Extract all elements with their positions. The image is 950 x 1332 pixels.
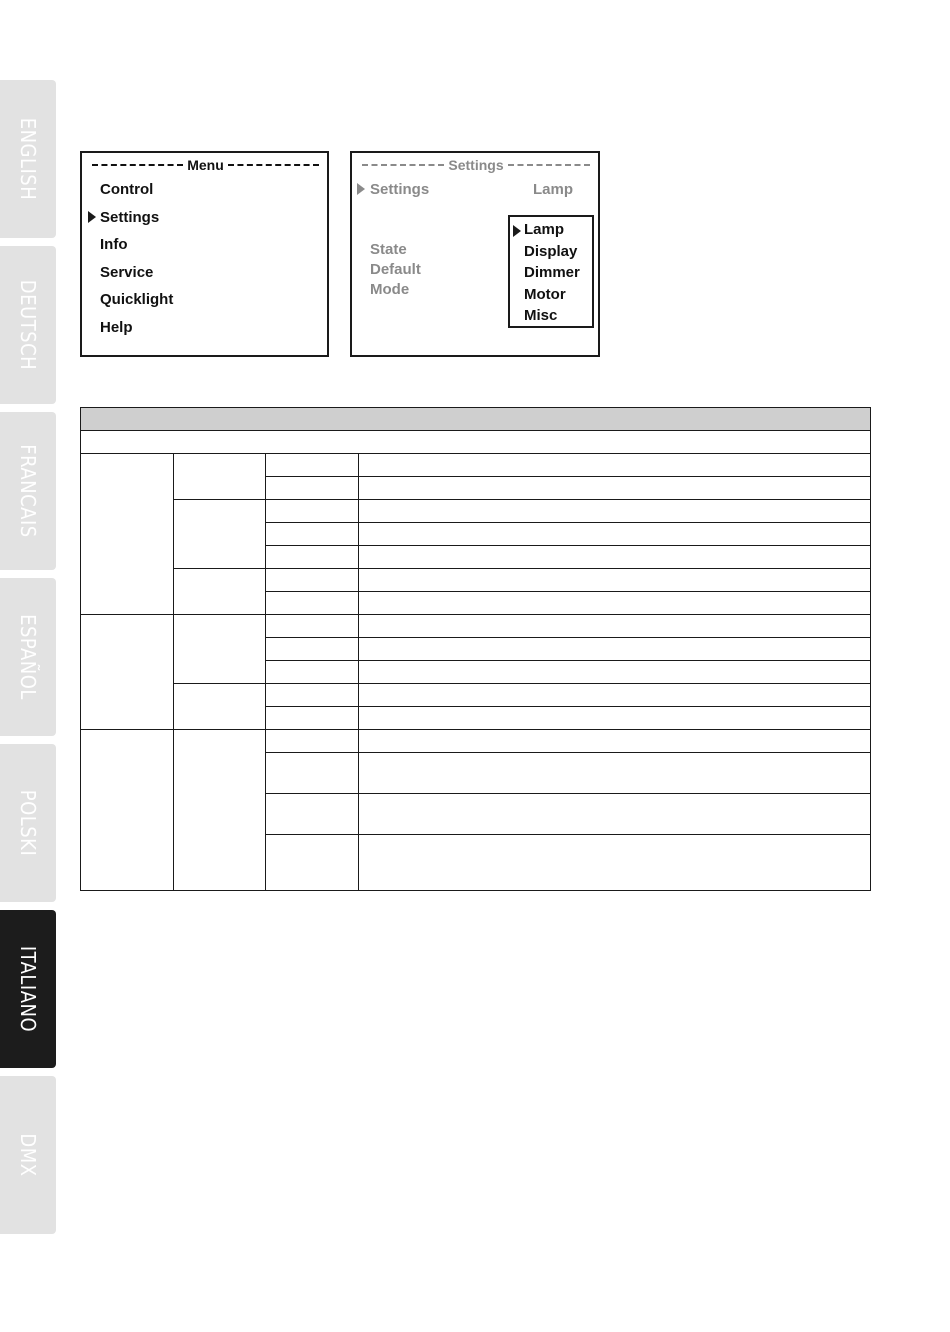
selection-arrow-icon	[88, 211, 96, 223]
table-cell	[266, 500, 359, 523]
header-dashes-right	[508, 164, 590, 166]
menu-item-info[interactable]: Info	[100, 236, 128, 253]
table-subheader-cell	[81, 431, 871, 454]
header-dashes-left	[92, 164, 183, 166]
submenu-selection-arrow-icon	[513, 225, 521, 237]
submenu-item-display[interactable]: Display	[524, 243, 578, 260]
header-dashes-left	[362, 164, 444, 166]
table-cell	[359, 835, 871, 891]
table-cell	[266, 615, 359, 638]
label-default: Default	[370, 261, 421, 278]
menu-item-quicklight[interactable]: Quicklight	[100, 291, 174, 308]
tab-polski-label: POLSKI	[16, 789, 40, 857]
table-cell-group	[81, 615, 174, 730]
tab-francais[interactable]	[0, 412, 56, 570]
menu-item-service[interactable]: Service	[100, 264, 154, 281]
tab-polski[interactable]	[0, 744, 56, 902]
table-cell	[266, 794, 359, 835]
table-cell	[266, 684, 359, 707]
tab-italiano[interactable]	[0, 910, 56, 1068]
breadcrumb-settings: Settings	[370, 181, 430, 198]
settings-screen	[350, 151, 600, 357]
table-row	[81, 615, 871, 638]
menu-item-settings[interactable]: Settings	[100, 209, 160, 226]
tab-italiano-label: ITALIANO	[16, 945, 40, 1033]
tab-english[interactable]	[0, 80, 56, 238]
table-cell	[266, 638, 359, 661]
table-cell	[359, 638, 871, 661]
tab-francais-label: FRANCAIS	[16, 444, 40, 538]
breadcrumb-lamp: Lamp	[533, 181, 574, 198]
submenu-item-lamp[interactable]: Lamp	[524, 221, 565, 238]
menu-screen-title: Menu	[187, 157, 224, 173]
menu-screen	[80, 151, 329, 357]
settings-screen-header	[358, 156, 594, 174]
tab-espanol[interactable]	[0, 578, 56, 736]
table-cell	[266, 454, 359, 477]
table-row	[81, 569, 871, 592]
table-cell	[359, 569, 871, 592]
table-cell	[359, 753, 871, 794]
table-header-cell	[266, 408, 359, 431]
table-cell	[359, 500, 871, 523]
menu-item-help[interactable]: Help	[100, 319, 133, 336]
table-cell	[266, 730, 359, 753]
table-cell-group	[81, 730, 174, 891]
table-cell-group	[81, 454, 174, 615]
table-subheader-row	[81, 431, 871, 454]
table-cell	[266, 661, 359, 684]
submenu-item-dimmer[interactable]: Dimmer	[524, 264, 580, 281]
menu-screen-header	[88, 156, 323, 174]
table-cell	[359, 592, 871, 615]
table-cell-subgroup	[174, 684, 266, 730]
table-cell-subgroup	[174, 569, 266, 615]
table-cell	[266, 753, 359, 794]
table-cell	[266, 569, 359, 592]
table-cell	[359, 546, 871, 569]
table-cell	[359, 615, 871, 638]
settings-screen-title: Settings	[448, 157, 504, 173]
table-header-cell	[359, 408, 871, 431]
table-cell	[266, 477, 359, 500]
table-header-cell	[81, 408, 174, 431]
submenu-item-misc[interactable]: Misc	[524, 307, 558, 324]
tab-deutsch-label: DEUTSCH	[16, 279, 40, 371]
tab-english-label: ENGLISH	[16, 117, 40, 201]
table-cell	[359, 661, 871, 684]
settings-submenu	[508, 215, 594, 328]
table-cell	[359, 523, 871, 546]
table-cell	[266, 707, 359, 730]
table-cell	[359, 707, 871, 730]
table-cell-subgroup	[174, 615, 266, 684]
table-row	[81, 730, 871, 753]
table-cell	[359, 684, 871, 707]
table-cell	[266, 835, 359, 891]
table-cell	[266, 523, 359, 546]
table-row	[81, 454, 871, 477]
table-cell	[359, 454, 871, 477]
table-cell-subgroup	[174, 730, 266, 891]
table-cell	[359, 477, 871, 500]
table-header-cell	[174, 408, 266, 431]
tab-espanol-label: ESPAÑOL	[16, 614, 40, 700]
table-row	[81, 684, 871, 707]
table-row	[81, 500, 871, 523]
tab-dmx-label: DMX	[16, 1133, 40, 1177]
table-cell	[359, 794, 871, 835]
label-mode: Mode	[370, 281, 410, 298]
table-header-row	[81, 408, 871, 431]
table-cell	[359, 730, 871, 753]
tab-deutsch[interactable]	[0, 246, 56, 404]
table-cell-subgroup	[174, 454, 266, 500]
table-cell-subgroup	[174, 500, 266, 569]
menu-item-control[interactable]: Control	[100, 181, 154, 198]
settings-table	[80, 407, 871, 891]
header-dashes-right	[228, 164, 319, 166]
breadcrumb-arrow-icon	[357, 183, 365, 195]
table-cell	[266, 546, 359, 569]
tab-dmx[interactable]	[0, 1076, 56, 1234]
table-cell	[266, 592, 359, 615]
submenu-item-motor[interactable]: Motor	[524, 286, 566, 303]
label-state: State	[370, 241, 407, 258]
